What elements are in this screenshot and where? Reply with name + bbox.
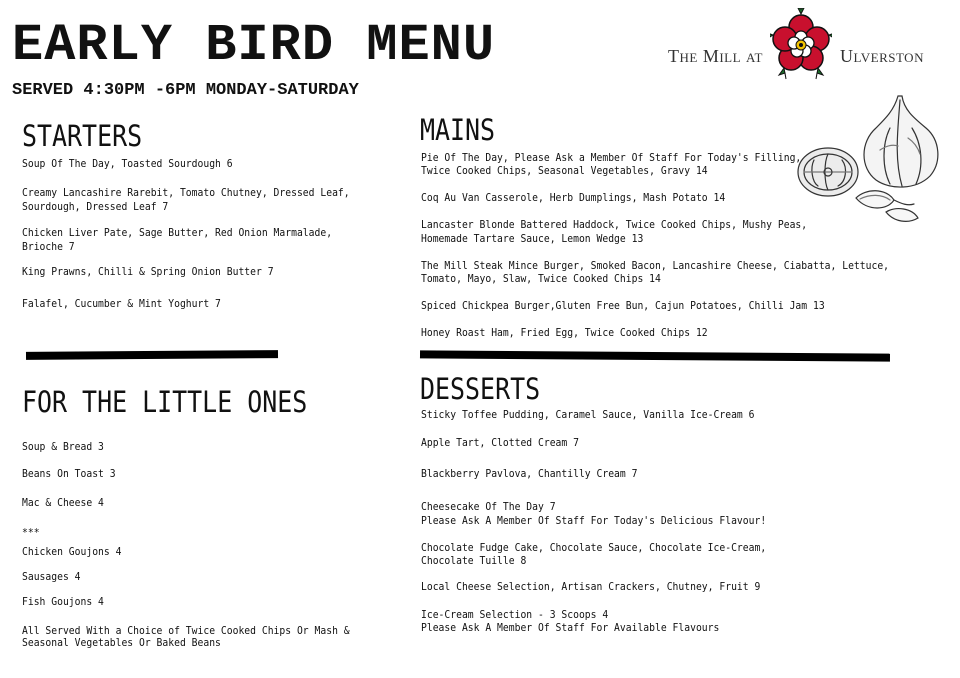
starters-heading: STARTERS	[22, 119, 143, 153]
dessert-item: Ice-Cream Selection - 3 Scoops 4	[421, 608, 609, 621]
dessert-item: Local Cheese Selection, Artisan Crackers, Chutney, Fruit 9	[421, 580, 761, 593]
main-item-detail: Tomato, Mayo, Slaw, Twice Cooked Chips 14	[421, 272, 661, 285]
dessert-item: Sticky Toffee Pudding, Caramel Sauce, Vanilla Ice-Cream 6	[421, 408, 755, 421]
kids-item: Sausages 4	[22, 570, 81, 583]
service-hours: SERVED 4:30PM -6PM MONDAY-SATURDAY	[12, 81, 359, 100]
kids-separator: ***	[22, 526, 40, 539]
starter-item: Chicken Liver Pate, Sage Butter, Red Onion Marmalade,	[22, 226, 333, 239]
main-item: Pie Of The Day, Please Ask a Member Of Staff For Today's Filling,	[421, 151, 802, 164]
menu-title: EARLY BIRD MENU	[12, 16, 496, 75]
desserts-heading: DESSERTS	[420, 372, 541, 406]
garlic-illustration-icon	[790, 88, 940, 228]
starter-item: Creamy Lancashire Rarebit, Tomato Chutney, Dressed Leaf,	[22, 186, 350, 199]
main-item: Coq Au Van Casserole, Herb Dumplings, Mash Potato 14	[421, 191, 726, 204]
kids-item: Mac & Cheese 4	[22, 496, 104, 509]
starter-item: King Prawns, Chilli & Spring Onion Butter 7	[22, 265, 274, 278]
brand-logo	[668, 8, 938, 86]
rose-emblem-icon	[770, 8, 832, 84]
little-ones-heading: FOR THE LITTLE ONES	[22, 385, 308, 419]
kids-footnote: All Served With a Choice of Twice Cooked Chips Or Mash &	[22, 624, 350, 637]
dessert-item: Cheesecake Of The Day 7	[421, 500, 556, 513]
brand-name-right: Ulverston	[840, 46, 924, 66]
kids-item: Fish Goujons 4	[22, 595, 104, 608]
kids-item: Chicken Goujons 4	[22, 545, 122, 558]
main-item-detail: Twice Cooked Chips, Seasonal Vegetables, Gravy 14	[421, 164, 708, 177]
brand-name-left: The Mill at	[668, 46, 763, 66]
starter-item: Falafel, Cucumber & Mint Yoghurt 7	[22, 297, 221, 310]
main-item: Lancaster Blonde Battered Haddock, Twice Cooked Chips, Mushy Peas,	[421, 218, 808, 231]
main-item: Honey Roast Ham, Fried Egg, Twice Cooked Chips 12	[421, 326, 708, 339]
starter-item-detail: Brioche 7	[22, 240, 75, 253]
starter-item: Soup Of The Day, Toasted Sourdough 6	[22, 157, 233, 170]
dessert-item: Blackberry Pavlova, Chantilly Cream 7	[421, 467, 638, 480]
kids-footnote: Seasonal Vegetables Or Baked Beans	[22, 636, 221, 649]
dessert-item: Chocolate Fudge Cake, Chocolate Sauce, Chocolate Ice-Cream,	[421, 541, 767, 554]
section-divider	[26, 350, 278, 360]
dessert-item-detail: Chocolate Tuille 8	[421, 554, 527, 567]
main-item: Spiced Chickpea Burger,Gluten Free Bun, Cajun Potatoes, Chilli Jam 13	[421, 299, 825, 312]
kids-item: Soup & Bread 3	[22, 440, 104, 453]
kids-item: Beans On Toast 3	[22, 467, 116, 480]
mains-heading: MAINS	[420, 113, 496, 147]
dessert-item-detail: Please Ask A Member Of Staff For Available Flavours	[421, 621, 720, 634]
starter-item-detail: Sourdough, Dressed Leaf 7	[22, 200, 169, 213]
main-item-detail: Homemade Tartare Sauce, Lemon Wedge 13	[421, 232, 644, 245]
dessert-item-detail: Please Ask A Member Of Staff For Today's Delicious Flavour!	[421, 514, 767, 527]
section-divider	[420, 350, 890, 361]
dessert-item: Apple Tart, Clotted Cream 7	[421, 436, 579, 449]
main-item: The Mill Steak Mince Burger, Smoked Bacon, Lancashire Cheese, Ciabatta, Lettuce,	[421, 259, 890, 272]
